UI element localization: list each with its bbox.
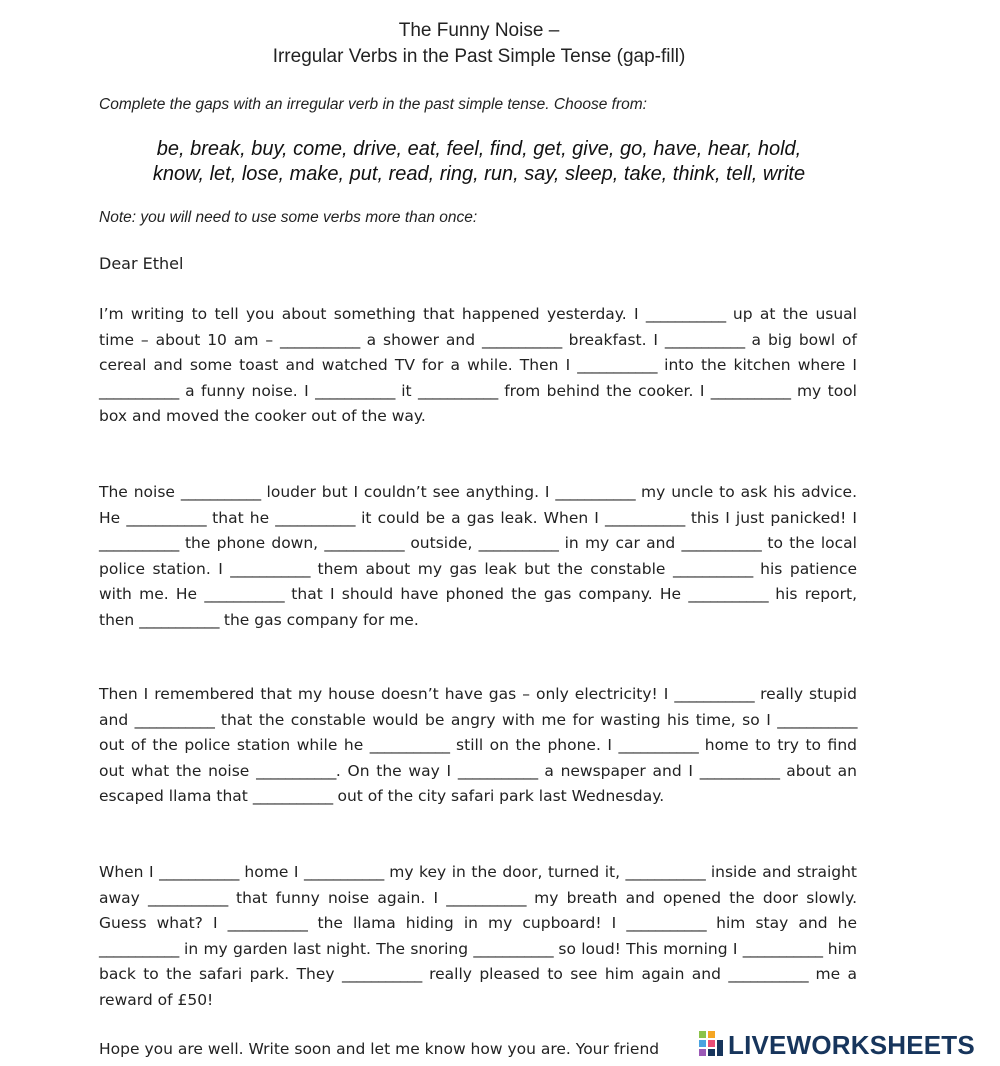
gap-blank[interactable]: ___________ xyxy=(688,585,769,604)
gap-blank[interactable]: ___________ xyxy=(710,381,791,400)
gap-blank[interactable]: ___________ xyxy=(99,534,179,553)
paragraph-text: to the local police station. I xyxy=(99,534,857,578)
paragraph-text: that the constable would be angry with me for wasting his time, so I xyxy=(214,710,778,729)
paragraph-text: out of the city safari park last Wednesday. xyxy=(332,787,665,806)
letter-greeting: Dear Ethel xyxy=(99,254,184,273)
paragraph-text: in my garden last night. The snoring xyxy=(178,939,474,958)
gap-blank[interactable]: ___________ xyxy=(227,914,308,933)
gap-blank[interactable]: ___________ xyxy=(618,736,699,755)
liveworksheets-logo-text: LIVEWORKSHEETS xyxy=(728,1029,975,1060)
gap-blank[interactable]: ___________ xyxy=(625,863,706,881)
liveworksheets-logo-icon xyxy=(698,1029,724,1061)
gap-blank[interactable]: ___________ xyxy=(664,330,745,349)
word-bank-line-2: know, let, lose, make, put, read, ring, run, say, sleep, take, think, tell, write xyxy=(152,163,806,185)
paragraph-text: I’m writing to tell you about something that happened yesterday. I xyxy=(99,305,646,323)
gap-blank[interactable]: ___________ xyxy=(577,356,658,375)
paragraph-text: them about my gas leak but the constable xyxy=(310,559,673,578)
gap-blank[interactable]: ___________ xyxy=(275,508,355,527)
paragraph-text: it could be a gas leak. When I xyxy=(355,508,605,527)
gap-blank[interactable]: ___________ xyxy=(134,710,215,729)
paragraph-text: his report, then xyxy=(99,585,858,629)
gap-blank[interactable]: ___________ xyxy=(681,534,762,553)
paragraph-text: When I xyxy=(99,863,160,881)
worksheet-subtitle: Irregular Verbs in the Past Simple Tense (gap-fill) xyxy=(272,46,686,67)
gap-blank[interactable]: ___________ xyxy=(180,483,261,501)
gap-blank[interactable]: ___________ xyxy=(478,534,559,553)
paragraph-text: the phone down, xyxy=(178,534,325,553)
paragraph-text: really pleased to see him again and xyxy=(421,965,729,984)
gap-blank[interactable]: ___________ xyxy=(99,381,179,400)
paragraph-text: about an escaped llama that xyxy=(99,761,857,806)
gap-blank[interactable]: ___________ xyxy=(418,381,498,400)
paragraph-text: out of the police station while he xyxy=(99,736,370,755)
paragraph-text: that I should have phoned the gas company. He xyxy=(284,585,689,604)
paragraph-text: home to try to find out what the noise xyxy=(99,736,857,780)
gap-blank[interactable]: ___________ xyxy=(279,330,360,349)
gap-blank[interactable]: ___________ xyxy=(446,888,526,907)
paragraph-text: home I xyxy=(238,863,304,881)
gap-blank[interactable]: ___________ xyxy=(159,863,239,881)
paragraph-text: really stupid and xyxy=(99,685,857,729)
gap-blank[interactable]: ___________ xyxy=(672,559,753,578)
paragraph-text: my key in the door, turned it, xyxy=(383,863,626,881)
paragraph-text: Then I remembered that my house doesn’t have gas – only electricity! I xyxy=(99,685,675,703)
paragraph-text: the gas company for me. xyxy=(218,610,419,629)
paragraph-text: me a reward of £50! xyxy=(99,965,857,1009)
gap-blank[interactable]: ___________ xyxy=(604,508,685,527)
word-bank-line-1: be, break, buy, come, drive, eat, feel, find, get, give, go, have, hear, hold, xyxy=(156,138,802,160)
paragraph-1 xyxy=(99,302,857,430)
gap-blank[interactable]: ___________ xyxy=(324,534,405,553)
gap-blank[interactable]: ___________ xyxy=(728,965,809,984)
paragraph-text: my breath and opened the door slowly. Guess what? I xyxy=(99,888,857,933)
paragraph-text: it xyxy=(394,381,419,400)
letter-closing: Hope you are well. Write soon and let me know how you are. Your friend xyxy=(99,1040,660,1058)
paragraph-text: a funny noise. I xyxy=(178,381,316,400)
paragraph-text: his patience with me. He xyxy=(99,559,857,604)
paragraph-4 xyxy=(99,860,857,1014)
paragraph-text: . On the way I xyxy=(335,761,458,780)
paragraph-text: that he xyxy=(206,508,276,527)
gap-blank[interactable]: ___________ xyxy=(341,965,422,984)
gap-blank[interactable]: ___________ xyxy=(674,685,755,703)
instructions: Complete the gaps with an irregular verb in the past simple tense. Choose from: xyxy=(99,96,647,113)
gap-blank[interactable]: ___________ xyxy=(645,305,726,323)
gap-blank[interactable]: ___________ xyxy=(252,787,333,806)
gap-blank[interactable]: ___________ xyxy=(473,939,554,958)
gap-blank[interactable]: ___________ xyxy=(742,939,823,958)
paragraph-text: him back to the safari park. They xyxy=(99,939,857,984)
gap-blank[interactable]: ___________ xyxy=(481,330,562,349)
paragraph-text: from behind the cooker. I xyxy=(497,381,711,400)
paragraph-text: this I just panicked! I xyxy=(684,508,858,527)
gap-blank[interactable]: ___________ xyxy=(148,888,228,907)
gap-blank[interactable]: ___________ xyxy=(204,585,285,604)
gap-blank[interactable]: ___________ xyxy=(139,610,219,629)
paragraph-text: outside, xyxy=(404,534,479,553)
gap-blank[interactable]: ___________ xyxy=(315,381,395,400)
gap-blank[interactable]: ___________ xyxy=(99,939,179,958)
paragraph-2 xyxy=(99,480,857,634)
paragraph-text: in my car and xyxy=(558,534,682,553)
paragraph-text: a shower and xyxy=(359,330,482,349)
paragraph-text: my uncle to ask his advice. He xyxy=(99,483,857,527)
paragraph-3 xyxy=(99,682,857,810)
paragraph-text: a big bowl of cereal and some toast and watched TV for a while. Then I xyxy=(99,330,857,375)
paragraph-text: breakfast. I xyxy=(561,330,665,349)
worksheet-title: The Funny Noise – xyxy=(398,20,560,41)
paragraph-text: my tool box and moved the cooker out of the way. xyxy=(99,381,857,426)
gap-blank[interactable]: ___________ xyxy=(699,761,780,780)
gap-blank[interactable]: ___________ xyxy=(303,863,384,881)
paragraph-text: so loud! This morning I xyxy=(553,939,743,958)
gap-blank[interactable]: ___________ xyxy=(126,508,207,527)
paragraph-text: The noise xyxy=(99,483,181,501)
gap-blank[interactable]: ___________ xyxy=(369,736,450,755)
gap-blank[interactable]: ___________ xyxy=(777,710,857,729)
gap-blank[interactable]: ___________ xyxy=(230,559,311,578)
paragraph-text: that funny noise again. I xyxy=(227,888,447,907)
paragraph-text: up at the usual time – about 10 am – xyxy=(99,305,857,349)
note: Note: you will need to use some verbs more than once: xyxy=(99,209,478,226)
gap-blank[interactable]: ___________ xyxy=(626,914,707,933)
gap-blank[interactable]: ___________ xyxy=(457,761,538,780)
paragraph-text: inside and straight away xyxy=(99,863,857,907)
paragraph-text: him stay and he xyxy=(706,914,857,933)
paragraph-text: the llama hiding in my cupboard! I xyxy=(307,914,627,933)
gap-blank[interactable]: ___________ xyxy=(256,761,336,780)
liveworksheets-watermark[interactable] xyxy=(696,1026,1000,1064)
paragraph-text: into the kitchen where I xyxy=(657,356,857,375)
paragraph-text: louder but I couldn’t see anything. I xyxy=(260,483,556,501)
gap-blank[interactable]: ___________ xyxy=(555,483,636,501)
paragraph-text: a newspaper and I xyxy=(537,761,700,780)
paragraph-text: still on the phone. I xyxy=(449,736,619,755)
